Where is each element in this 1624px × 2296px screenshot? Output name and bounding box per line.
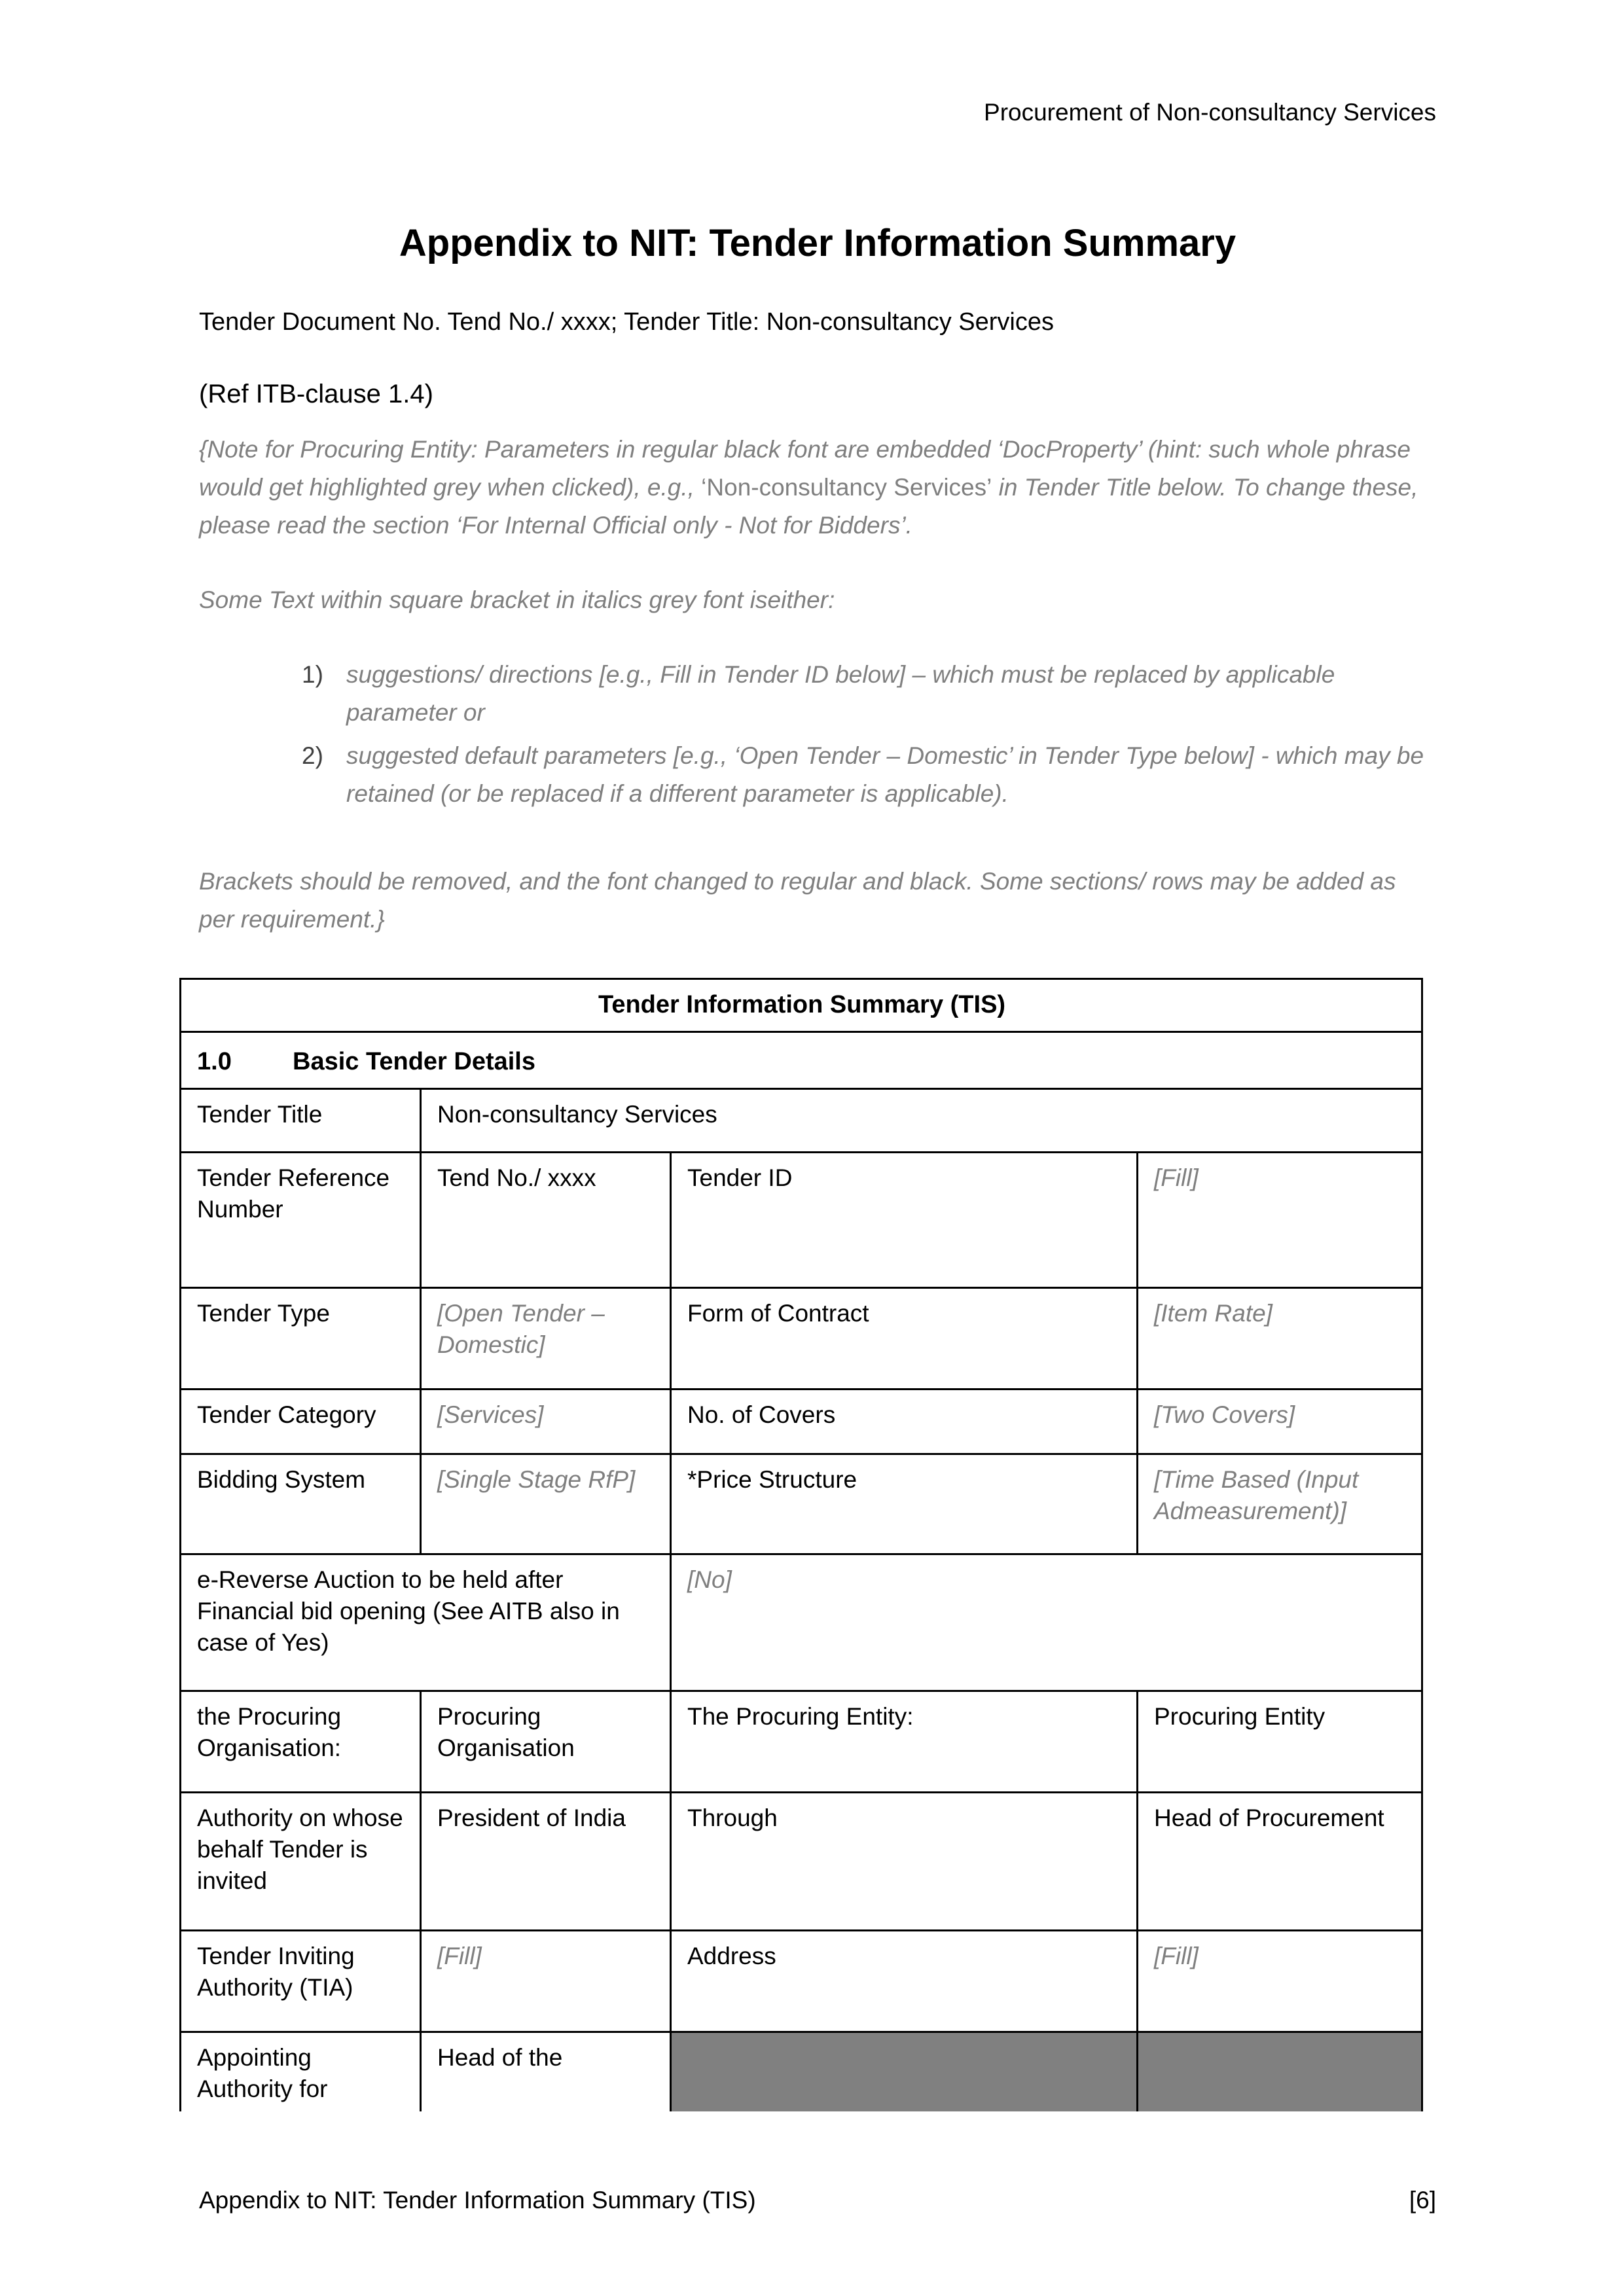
- cell-reverse-auction-value: [No]: [671, 1554, 1422, 1691]
- cell-procuring-organisation-value: Procuring Organisation: [421, 1691, 671, 1793]
- cell-tender-id-label: Tender ID: [671, 1153, 1138, 1288]
- row-tender-category: [181, 1390, 1422, 1454]
- cell-bidding-system-value: [Single Stage RfP]: [421, 1454, 671, 1554]
- cell-address-value: [Fill]: [1138, 1931, 1422, 2032]
- cell-price-structure-label: *Price Structure: [671, 1454, 1138, 1554]
- cell-tender-type-label: Tender Type: [181, 1288, 421, 1390]
- row-authority: [181, 1793, 1422, 1931]
- row-tender-title: [181, 1089, 1422, 1153]
- table-title-row: [181, 979, 1422, 1032]
- cell-authority-label: Authority on whose behalf Tender is invited: [181, 1793, 421, 1931]
- list-item-1-text: suggestions/ directions [e.g., Fill in Tender ID below] – which must be replaced by applicable parameter or: [346, 661, 1335, 726]
- cell-reference-value: Tend No./ xxxx: [421, 1153, 671, 1288]
- note-paragraph-2: Some Text within square bracket in italics grey font iseither:: [199, 586, 835, 613]
- list-item-2-text: suggested default parameters [e.g., ‘Open Tender – Domestic’ in Tender Type below] - which may be retained (or be replaced if a different parameter is applicable).: [346, 742, 1424, 807]
- cell-appointing-value: [421, 2032, 671, 2112]
- cell-address-label: Address: [671, 1931, 1138, 2032]
- section-cell: [181, 1032, 1422, 1089]
- section-row: [181, 1032, 1422, 1089]
- section-number: 1.0: [197, 1048, 232, 1075]
- cell-appointing-label: [181, 2032, 421, 2112]
- row-tender-type: [181, 1288, 1422, 1390]
- running-header: Procurement of Non-consultancy Services: [984, 99, 1436, 126]
- note-paragraph-1: [199, 431, 1436, 545]
- cell-form-of-contract-label: Form of Contract: [671, 1288, 1138, 1390]
- cell-covers-value: [Two Covers]: [1138, 1390, 1422, 1454]
- cell-appointing-grey-2: [1138, 2032, 1422, 2112]
- row-reverse-auction: [181, 1554, 1422, 1691]
- list-item-2: [199, 737, 1436, 813]
- cell-tender-type-value: [Open Tender – Domestic]: [421, 1288, 671, 1390]
- cell-tender-category-value: [Services]: [421, 1390, 671, 1454]
- cell-tender-category-label: Tender Category: [181, 1390, 421, 1454]
- cell-tender-title-value: Non-consultancy Services: [421, 1089, 1422, 1153]
- tender-doc-line: Tender Document No. Tend No./ xxxx; Tender Title: Non-consultancy Services: [199, 308, 1054, 336]
- cell-appointing-grey-1: [671, 2032, 1138, 2112]
- cell-form-of-contract-value: [Item Rate]: [1138, 1288, 1422, 1390]
- row-procuring-organisation: [181, 1691, 1422, 1793]
- note1-docproperty-phrase: ‘Non-consultancy Services’: [701, 474, 992, 501]
- tender-information-summary-table: [179, 978, 1423, 2111]
- cell-bidding-system-label: Bidding System: [181, 1454, 421, 1554]
- row-tia: [181, 1931, 1422, 2032]
- note-list: [199, 656, 1436, 813]
- page-footer: [199, 2186, 1436, 2215]
- cell-appointing-label-text: Appointing Authority for: [197, 2044, 328, 2102]
- cell-procuring-organisation-label: the Procuring Organisation:: [181, 1691, 421, 1793]
- section-title: Basic Tender Details: [293, 1048, 536, 1075]
- page-title: Appendix to NIT: Tender Information Summary: [399, 222, 1236, 264]
- table-title-cell: Tender Information Summary (TIS): [181, 979, 1422, 1032]
- cell-tender-id-value: [Fill]: [1138, 1153, 1422, 1288]
- cell-through-label: Through: [671, 1793, 1138, 1931]
- row-appointing-authority: [181, 2032, 1422, 2112]
- row-reference: [181, 1153, 1422, 1288]
- list-item-1: [199, 656, 1436, 732]
- footer-left-text: Appendix to NIT: Tender Information Summary (TIS): [199, 2187, 756, 2214]
- note-paragraph-3: Brackets should be removed, and the font changed to regular and black. Some sections/ rows may be added as per requirement.}: [199, 868, 1396, 933]
- list-item-2-number: 2): [302, 742, 323, 769]
- cell-covers-label: No. of Covers: [671, 1390, 1138, 1454]
- cell-reverse-auction-label: e-Reverse Auction to be held after Financial bid opening (See AITB also in case of Yes): [181, 1554, 671, 1691]
- row-bidding-system: [181, 1454, 1422, 1554]
- cell-appointing-value-text: Head of the: [437, 2044, 563, 2071]
- note1-part3: in Tender Title below. To change these, please read the section ‘For Internal Official only - Not for Bidders’.: [199, 474, 1418, 539]
- footer-page-number: [6]: [1409, 2187, 1436, 2214]
- cell-procuring-entity-value: Procuring Entity: [1138, 1691, 1422, 1793]
- cell-through-value: Head of Procurement: [1138, 1793, 1422, 1931]
- ref-clause: (Ref ITB-clause 1.4): [199, 380, 433, 408]
- cell-tia-label: Tender Inviting Authority (TIA): [181, 1931, 421, 2032]
- list-item-1-number: 1): [302, 661, 323, 688]
- cell-tia-value: [Fill]: [421, 1931, 671, 2032]
- cell-procuring-entity-label: The Procuring Entity:: [671, 1691, 1138, 1793]
- cell-authority-value: President of India: [421, 1793, 671, 1931]
- cell-tender-title-label: Tender Title: [181, 1089, 421, 1153]
- cell-price-structure-value: [Time Based (Input Admeasurement)]: [1138, 1454, 1422, 1554]
- note1-part1: {Note for Procuring Entity: Parameters in regular black font are embedded ‘DocProperty’ (hint: such whole phrase would get highlighted grey when clicked), e.g.,: [199, 436, 1411, 501]
- cell-reference-label: Tender Reference Number: [181, 1153, 421, 1288]
